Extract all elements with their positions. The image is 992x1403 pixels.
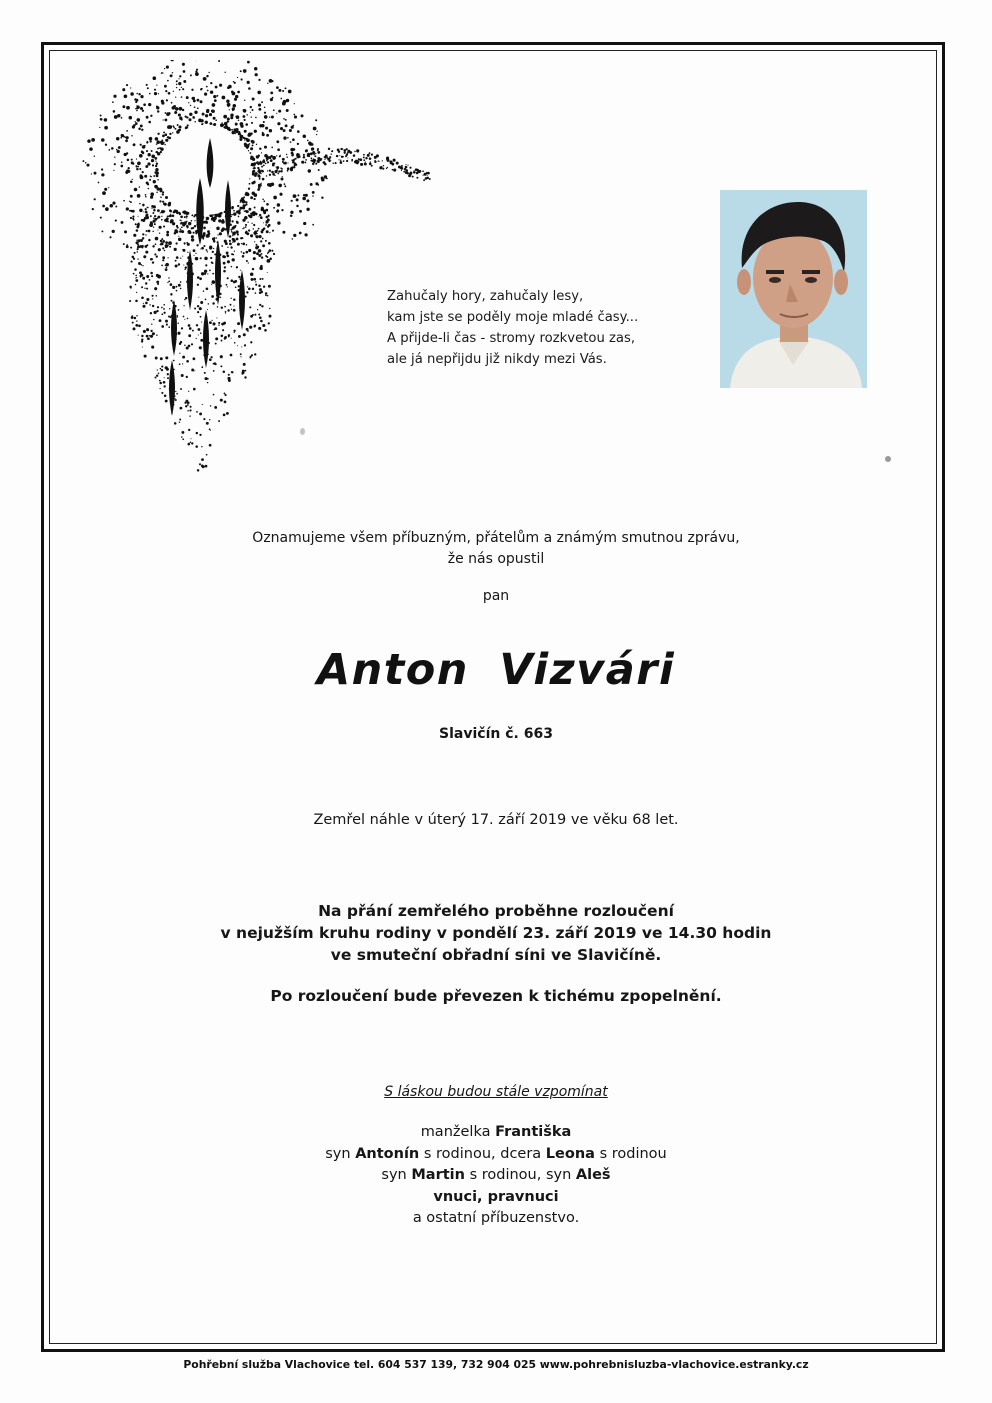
- first-name: Anton: [316, 645, 469, 695]
- deceased-name: [0, 645, 992, 695]
- family-line-sons: [0, 1165, 992, 1187]
- ceremony-info: [0, 900, 992, 966]
- death-notice: Zemřel náhle v úterý 17. září 2019 ve věku 68 let.: [313, 812, 679, 828]
- ceremony-line-1: Na přání zemřelého proběhne rozloučení: [318, 902, 674, 920]
- daughter-suffix: s rodinou: [599, 1145, 667, 1162]
- announcement: [0, 528, 992, 570]
- poem-line: A přijde-li čas - stromy rozkvetou zas,: [387, 331, 636, 346]
- son3-name: Aleš: [575, 1167, 611, 1183]
- portrait-photo: [720, 190, 867, 388]
- son1-name: Antonín: [355, 1145, 420, 1162]
- memory-heading: S láskou budou stále vzpomínat: [384, 1084, 608, 1100]
- poem-line: ale já nepřijdu již nikdy mezi Vás.: [387, 352, 607, 367]
- poem: [387, 286, 707, 370]
- funeral-service-footer: Pohřební služba Vlachovice tel. 604 537 139, 732 904 025 www.pohrebnisluzba-vlachovice.estranky.cz: [183, 1358, 809, 1371]
- honorific: pan: [482, 588, 510, 604]
- ceremony-line-2: v nejužším kruhu rodiny v pondělí 23. září 2019 ve 14.30 hodin: [220, 924, 772, 942]
- candle-ornament-icon: [60, 60, 450, 490]
- wife-name: Františka: [495, 1124, 572, 1140]
- daughter-name: Leona: [545, 1145, 595, 1162]
- announcement-line-2: že nás opustil: [447, 551, 545, 567]
- son2-suffix: s rodinou, syn: [469, 1167, 572, 1183]
- son2-role: syn: [381, 1167, 407, 1183]
- last-name: Vizvári: [499, 645, 676, 695]
- poem-line: Zahučaly hory, zahučaly lesy,: [387, 289, 584, 304]
- paper-speck: [885, 456, 891, 462]
- son1-role: syn: [325, 1145, 351, 1162]
- announcement-line-1: Oznamujeme všem příbuzným, přátelům a známým smutnou zprávu,: [252, 530, 740, 546]
- family-line-grandchildren: [0, 1187, 992, 1209]
- paper-speck: [300, 428, 305, 435]
- son1-suffix: s rodinou, dcera: [423, 1145, 542, 1162]
- ceremony-line-3: ve smuteční obřadní síni ve Slavičíně.: [330, 946, 662, 964]
- poem-line: kam jste se poděly moje mladé časy...: [387, 310, 639, 325]
- family-line-others: a ostatní příbuzenstvo.: [412, 1210, 580, 1226]
- deceased-address: Slavičín č. 663: [439, 726, 553, 742]
- cremation-notice: Po rozloučení bude převezen k tichému zpopelnění.: [270, 987, 722, 1005]
- son2-name: Martin: [411, 1167, 465, 1183]
- family-line-children: [0, 1144, 992, 1166]
- wife-role: manželka: [420, 1124, 491, 1140]
- grandchildren: vnuci, pravnuci: [433, 1188, 559, 1205]
- family-line-wife: [0, 1122, 992, 1144]
- family-list: [0, 1122, 992, 1230]
